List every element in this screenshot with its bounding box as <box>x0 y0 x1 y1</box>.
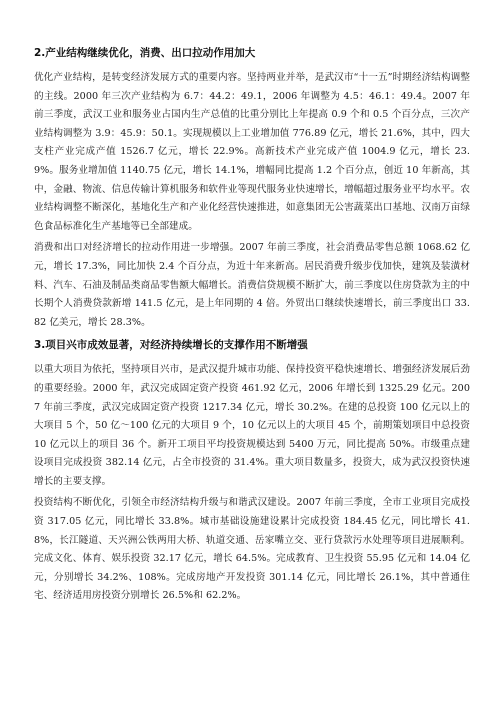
section-heading: 3.项目兴市成效显著，对经济持续增长的支撑作用不断增强 <box>34 339 308 352</box>
paragraph: 以重大项目为依托，坚持项目兴市，是武汉提升城市功能、保持投资平稳快速增长、增强经济发展后劲的重要经验。2000 年，武汉完成固定资产投资 461.92 亿元，2006 年增长到 1325.29 亿元。2007 年前三季度，武汉完成固定资产投资 1217.34 亿元，增长 30.2%。在建的总投资 100 亿元以上的大项目 5 个，50 亿～100 亿元的大项目 9 个，10 亿元以上的大项目 45 个，前期策划项目中总投资 10 亿元以上的项目 36 个。新开工项目平均投资规模达到 5400 万元，同比提高 50%。市级重点建设项目完成投资 382.14 亿元，占全市投资的 31.4%。重大项目数量多，投资大，成为武汉投资快速增长的主要支撑。 <box>34 364 470 487</box>
paragraph: 消费和出口对经济增长的拉动作用进一步增强。2007 年前三季度，社会消费品零售总额 1068.62 亿元，增长 17.3%，同比加快 2.4 个百分点，为近十年来新高。居民消费升级步伐加快，建筑及装潢材料、汽车、石油及制品类商品零售额大幅增长。消费信贷规模不断扩大，前三季度以住房贷款为主的中长期个人消费贷款新增 141.5 亿元，是上年同期的 4 倍。外贸出口继续快速增长，前三季度出口 33.82 亿美元，增长 28.3%。 <box>34 242 470 328</box>
paragraph: 投资结构不断优化，引领全市经济结构升级与和谐武汉建设。2007 年前三季度，全市工业项目完成投资 317.05 亿元，同比增长 33.8%。城市基础设施建设累计完成投资 184.45 亿元，同比增长 41.8%，长江隧道、天兴洲公铁两用大桥、轨道交通、岳家嘴立交、亚行贷款污水处理等项目进展顺利。完成文化、体育、娱乐投资 32.17 亿元，增长 64.5%。完成教育、卫生投资 55.95 亿元和 14.04 亿元，分别增长 34.2%、108%。完成房地产开发投资 301.14 亿元，同比增长 26.1%，其中普通住宅、经济适用房投资分别增长 26.5%和 62.2%。 <box>34 497 470 602</box>
section-heading: 2.产业结构继续优化，消费、出口拉动作用加大 <box>34 47 256 59</box>
paragraph: 优化产业结构，是转变经济发展方式的重要内容。坚持两业并举，是武汉市“十一五”时期经济结构调整的主线。2000 年三次产业结构为 6.7：44.2：49.1，2006 年调整为 4.5：46.1：49.4。2007 年前三季度，武汉工业和服务业占国内生产总值的比重分别比上年提高 0.9 个和 0.5 个百分点，三次产业结构调整为 3.9：45.9：50.1。实现规模以上工业增加值 776.89 亿元，增长 21.6%，其中，四大支柱产业完成产值 1526.7 亿元，增长 22.9%。高新技术产业完成产值 1004.9 亿元，增长 23.9%。服务业增加值 1140.75 亿元，增长 14.1%，增幅同比提高 1.2 个百分点，创近 10 年新高，其中，金融、物流、信息传输计算机服务和软件业等现代服务业快速增长，增幅超过服务业平均水平。农业结构调整不断深化，基地化生产和产业化经营快速推进，如意集团无公害蔬菜出口基地、汉南万亩绿色食品标准化生产基地等已全部建成。 <box>34 72 470 232</box>
